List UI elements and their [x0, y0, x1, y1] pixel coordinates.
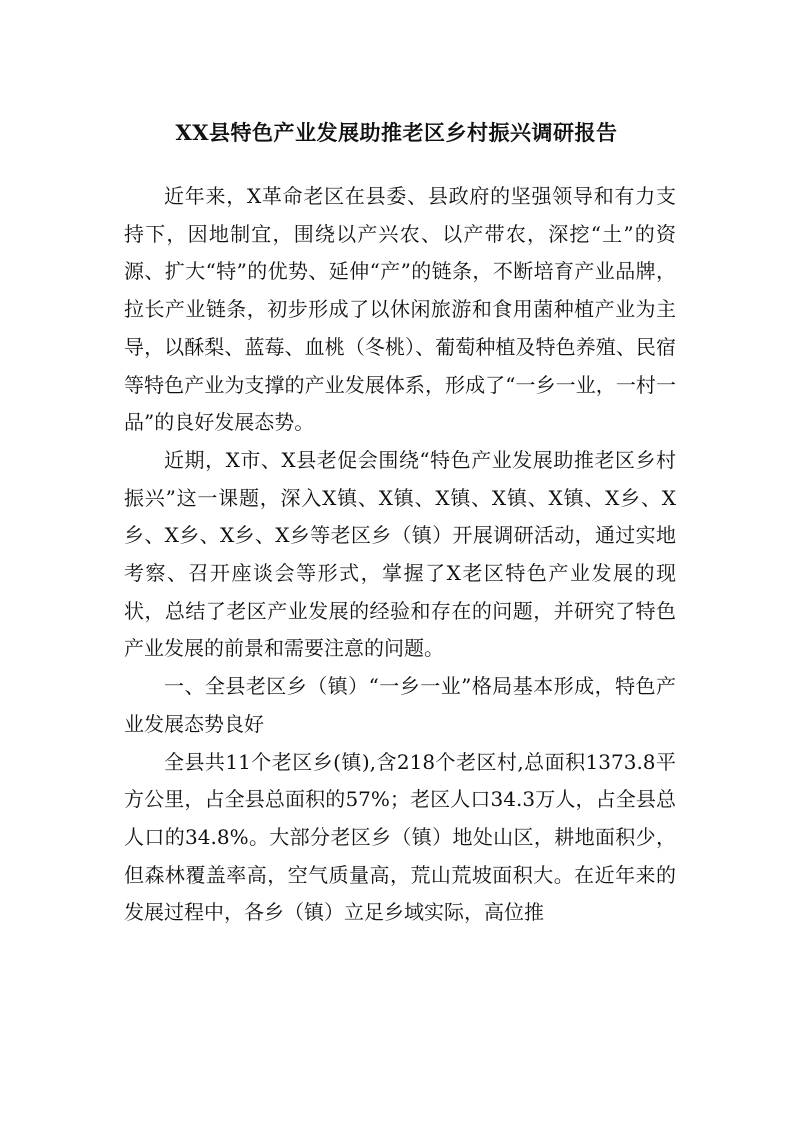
- paragraph-overview: 全县共11个老区乡(镇),含218个老区村,总面积1373.8平方公里，占全县总面积的57%；老区人口34.3万人，占全县总人口的34.8%。大部分老区乡（镇）地处山区，耕地面积少，但森林覆盖率高，空气质量高，荒山荒坡面积大。在近年来的发展过程中，各乡（镇）立足乡域实际，高位推: [124, 749, 676, 925]
- document-body: [124, 178, 676, 932]
- paragraph-intro: 近年来，X革命老区在县委、县政府的坚强领导和有力支持下，因地制宜，围绕以产兴农、以产带农，深挖“土”的资源、扩大“特”的优势、延伸“产”的链条，不断培育产业品牌，拉长产业链条，初步形成了以休闲旅游和食用菌种植产业为主导，以酥梨、蓝莓、血桃（冬桃）、葡萄种植及特色养殖、民宿等特色产业为支撑的产业发展体系，形成了“一乡一业，一村一品”的良好发展态势。: [124, 184, 676, 435]
- section-heading-1: 一、全县老区乡（镇）“一乡一业”格局基本形成，特色产业发展态势良好: [124, 674, 676, 736]
- paragraph-survey: 近期，X市、X县老促会围绕“特色产业发展助推老区乡村振兴”这一课题，深入X镇、X镇、X镇、X镇、X镇、X乡、X乡、X乡、X乡、X乡等老区乡（镇）开展调研活动，通过实地考察、召开座谈会等形式，掌握了X老区特色产业发展的现状，总结了老区产业发展的经验和存在的问题，并研究了特色产业发展的前景和需要注意的问题。: [124, 447, 676, 661]
- document-title: XX县特色产业发展助推老区乡村振兴调研报告: [175, 120, 618, 145]
